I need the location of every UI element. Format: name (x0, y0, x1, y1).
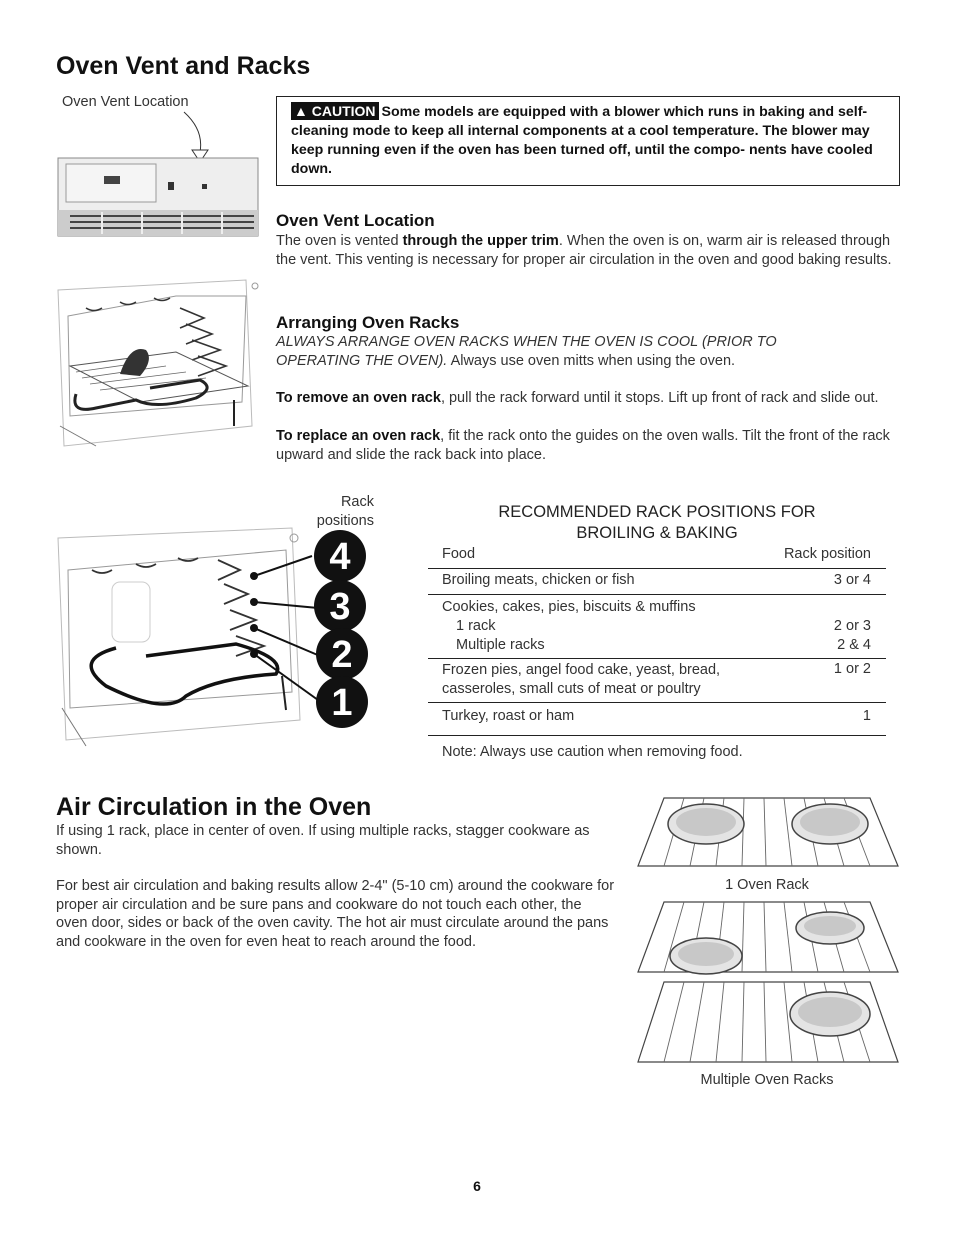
caution-box (276, 96, 900, 186)
caution-badge: ▲ CAUTION (291, 102, 379, 120)
section-title-oven-vent-racks: Oven Vent and Racks (56, 52, 311, 80)
replace-rack-paragraph: To replace an oven rack, fit the rack onto the guides on the oven walls. Tilt the front of the rack upward and slide the rack back into place. (276, 428, 890, 463)
rack-positions-label: Rack positions (316, 494, 374, 529)
caption-one-oven-rack: 1 Oven Rack (725, 877, 809, 893)
one-oven-rack-illustration (634, 794, 900, 872)
svg-text:3: 3 (329, 586, 351, 628)
oven-cavity-illustration (56, 276, 262, 454)
rack-position-4 (314, 530, 366, 582)
rack-positions-table (428, 502, 886, 760)
rack-position-2 (316, 628, 368, 680)
section-title-air-circulation: Air Circulation in the Oven (56, 793, 372, 821)
rack-position-3 (314, 580, 366, 632)
page-number: 6 (473, 1178, 481, 1194)
svg-text:2: 2 (331, 634, 353, 676)
table-row: Turkey, roast or ham 1 (428, 702, 886, 736)
table-header (428, 544, 886, 568)
table-row: Frozen pies, angel food cake, yeast, bread, casseroles, small cuts of meat or poultry 1 or 2 (428, 658, 886, 702)
vent-image-label: Oven Vent Location (62, 94, 189, 110)
heading-oven-vent-location: Oven Vent Location (276, 211, 435, 230)
col-food-header: Food (442, 546, 476, 562)
air-circulation-paragraph-2: For best air circulation and baking results allow 2-4" (5-10 cm) around the cookware for proper air circulation and be sure pans and cookware do not touch each other, the oven door, sides or back of the oven cavity. The hot air must circulate around the pans and cookware in the oven for even heat to reach around the food. (56, 878, 615, 950)
table-row: Broiling meats, chicken or fish 3 or 4 (428, 568, 886, 594)
svg-text:1: 1 (331, 682, 353, 724)
col-position-header: Rack position (783, 546, 871, 562)
oven-vent-illustration (56, 110, 262, 238)
rack-positions-diagram (56, 520, 380, 754)
caption-multiple-oven-racks: Multiple Oven Racks (700, 1072, 834, 1088)
svg-text:4: 4 (329, 536, 351, 578)
table-row: Cookies, cakes, pies, biscuits & muffins 1 rack 2 or 3 Multiple racks 2 & 4 (428, 594, 886, 658)
arranging-caution-paragraph: ALWAYS ARRANGE OVEN RACKS WHEN THE OVEN IS COOL (PRIOR TO OPERATING THE OVEN). Always use oven mitts when using the oven. (276, 334, 777, 369)
table-note: Note: Always use caution when removing food. (442, 744, 743, 760)
rack-position-1 (316, 676, 368, 728)
table-title: RECOMMENDED RACK POSITIONS FOR BROILING & BAKING (498, 503, 816, 542)
air-circulation-paragraph-1: If using 1 rack, place in center of oven. If using multiple racks, stagger cookware as shown. (56, 823, 590, 858)
heading-arranging-oven-racks: Arranging Oven Racks (276, 313, 460, 332)
caution-text: Some models are equipped with a blower which runs in baking and self-cleaning mode to keep all internal components at a cool temperature. The blower may keep running even if the oven has been turned off, until the compo- nents have cooled down. (291, 104, 873, 177)
vent-location-paragraph: The oven is vented through the upper trim. When the oven is on, warm air is released through the vent. This venting is necessary for proper air circulation in the oven and good baking results. (276, 233, 892, 268)
remove-rack-paragraph: To remove an oven rack, pull the rack forward until it stops. Lift up front of rack and slide out. (276, 390, 879, 406)
multiple-oven-racks-illustration (634, 898, 900, 1066)
